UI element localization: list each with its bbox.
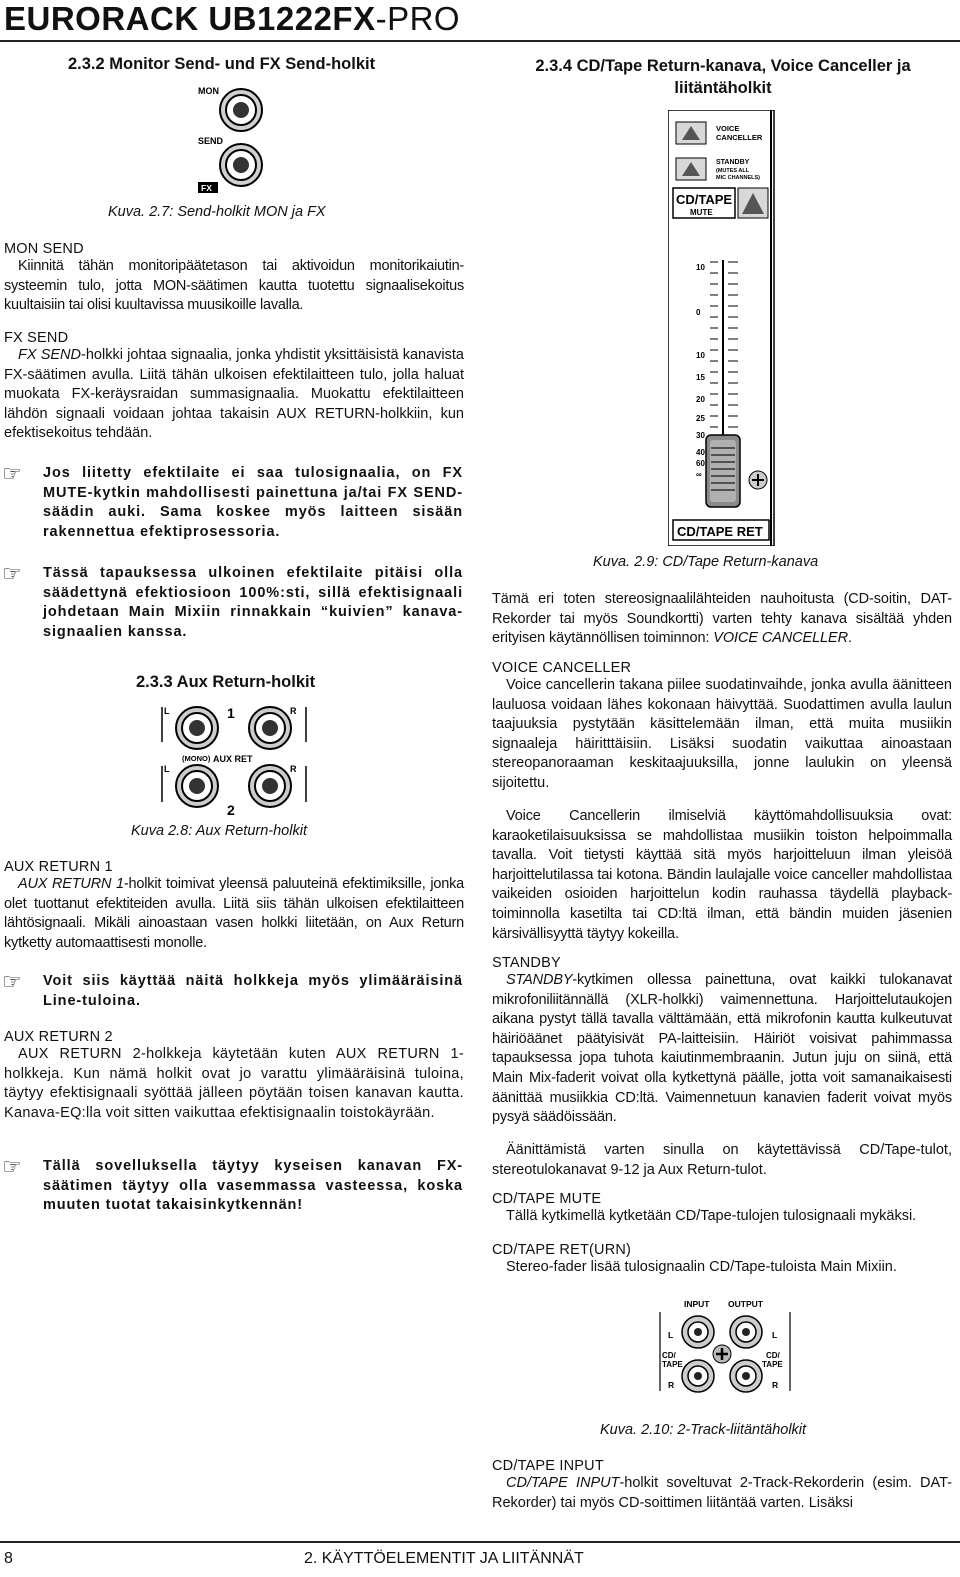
aux2-l-label: L bbox=[164, 764, 170, 774]
cd-tape-input-text: CD/TAPE INPUT-holkit soveltuvat 2-Track-Rekorderin (esim. DAT-Rekorder) tai myös CD-soittimen liitäntää varten. Lisäksi bbox=[492, 1475, 953, 1511]
scale-30: 30 bbox=[696, 431, 705, 440]
in-tape-label: TAPE bbox=[662, 1360, 683, 1369]
scale-60: 60 bbox=[696, 459, 705, 468]
cd-tape-ret-text: Stereo-fader lisää tulosignaalin CD/Tape-tuloista Main Mixiin. bbox=[506, 1259, 897, 1275]
mute-label: MUTE bbox=[690, 208, 713, 217]
fx-send-title: FX SEND bbox=[4, 330, 69, 346]
scale-20: 20 bbox=[696, 395, 705, 404]
in-cd-label: CD/ bbox=[662, 1351, 676, 1360]
scale-40: 40 bbox=[696, 448, 705, 457]
cd-tape-input-italic: CD/TAPE INPUT bbox=[506, 1475, 620, 1491]
two-track-jacks-figure bbox=[650, 1296, 800, 1396]
chapter-title: 2. KÄYTTÖELEMENTIT JA LIITÄNNÄT bbox=[304, 1550, 584, 1567]
figure-caption-27: Kuva. 2.7: Send-holkit MON ja FX bbox=[108, 204, 326, 220]
mon-send-block bbox=[4, 241, 464, 316]
voice-label: VOICE bbox=[716, 124, 740, 133]
aux-one-label: 1 bbox=[227, 705, 235, 721]
aux-return-jacks-figure bbox=[160, 702, 310, 817]
note-1: Jos liitetty efektilaite ei saa tulosignaalia, on FX MUTE-kytkin mahdollisesti painettuna ja/tai FX SEND-säädin auki. Sama koskee myös laitteen sisään rakennettua efektiprosessoria. bbox=[43, 465, 463, 540]
header-rule bbox=[0, 40, 960, 42]
note-hand-icon: ☞ bbox=[2, 461, 22, 486]
aux2-r-label: R bbox=[290, 764, 297, 774]
input-label: INPUT bbox=[684, 1299, 710, 1309]
scale-inf: ∞ bbox=[696, 470, 702, 479]
scale-15: 15 bbox=[696, 373, 705, 382]
fx-send-text: FX SEND-holkki johtaa signaalia, jonka yhdistit yksittäisistä kanavista FX-säätimen avulla. Liitä tähän ulkoisen efektilaitteen tulo, jolla haluat muokata FX-keräysraidan summasignaalia. Muokattu efektilaitteen lähdön signaali voidaan johtaa takaisin AUX RETURN-holkkiin, kun efektisekoitus tehdään. bbox=[4, 347, 464, 442]
footer-rule bbox=[0, 1541, 960, 1543]
cd-tape-mute-label: CD/TAPE bbox=[676, 192, 733, 207]
mon-send-text: Kiinnitä tähän monitoripäätetason tai aktivoidun monitorikaiutin-systeemin tulo, jotta MON-säätimen kautta tuotettu signaalisekoitus kuultaisiin tai olisi kuultavissa muusikoille lavalla. bbox=[4, 258, 464, 314]
scale-10: 10 bbox=[696, 351, 705, 360]
standby-text: STANDBY-kytkimen ollessa painettuna, ovat kaikki tulokanavat mikrofoniliitännällä (XLR-holkki) vaimennettuna. Harjoittelutaukojen aikana pystyt tällä tavalla välttämään, että mikrofonin kautta kulkeutuvat häiriöäänet päätyisivät PA-laitteisiin. Häiriöt voisivat pahimmassa tapauksessa jopa tuhota kaiutinmembraanin. Jutun juju on siinä, että Main Mix-faderit voivat olla kytkettynä päälle, jotta voit samanaikaisesti äänittää musiikkia CD:ltä. Vaimennetuun kanavien faderit voivat myös pysyä säädöissään. bbox=[492, 972, 952, 1126]
in-r-label: R bbox=[668, 1380, 675, 1390]
scale-25: 25 bbox=[696, 414, 705, 423]
fx-send-italic: FX SEND bbox=[18, 347, 82, 363]
mic-channels-label: MIC CHANNELS) bbox=[716, 175, 760, 181]
out-tape-label: TAPE bbox=[762, 1360, 783, 1369]
voice-canceller-italic: VOICE CANCELLER bbox=[713, 630, 848, 647]
voice-canceller-text: Voice cancellerin takana piilee suodatinvaihde, jonka avulla äänitteen lauluosa voidaan lähes kokonaan häivyttää. Suodattimen avulla laulun taajuuksia pystytään käsittelemään ilman, että muita musiikin signaaleja häiritttäisiin. Lisäksi suodatin vaikuttaa ainoastaan stereopanoraaman keskitaajuuksilla, jonne laulukin on yleensä sijoitettu. bbox=[492, 677, 952, 791]
fx-send-block bbox=[4, 330, 464, 444]
standby-block bbox=[492, 955, 952, 1128]
cd-tape-input-block bbox=[492, 1458, 952, 1513]
mutes-label: (MUTES ALL bbox=[716, 168, 750, 174]
cd-tape-intro: Tämä eri toten stereosignaalilähteiden nauhoitusta (CD-soitin, DAT-Rekorder tai myös Soundkortti) varten tehty kanava sisältää yhden erityisen käytännöllisen toiminnon: VOICE CANCELLER. bbox=[492, 591, 952, 647]
figure-caption-28: Kuva 2.8: Aux Return-holkit bbox=[131, 823, 307, 839]
fx-label: FX bbox=[201, 183, 212, 193]
canceller-label: CANCELLER bbox=[716, 133, 763, 142]
voice-canceller-title: VOICE CANCELLER bbox=[492, 660, 632, 676]
voice-canceller-uses: Voice Cancellerin ilmiselviä käyttömahdollisuuksia ovat: karaoketilaisuuksissa se mahdollistaa musiikin toiston helpoimmalla tavalla. Voit tietysti käyttää sitä myös harjoitteluun ilman yleisöä harjoittelutilassa tai kotona. Bändin laulajalle voice canceller mahdollistaa vaikeiden osioiden harjoittelun kodin rauhassa täydellä playback-toiminnolla kasetilta tai CD:ltä ilman, että bändin muiden jäsenien kärsivällisyyttä täytyy kokeilla. bbox=[492, 808, 952, 942]
figure-caption-29: Kuva. 2.9: CD/Tape Return-kanava bbox=[593, 554, 819, 570]
aux-return-1-text: AUX RETURN 1-holkit toimivat yleensä paluuteinä efektimiksille, jonka olet tuottanut efektiteiden avulla. Liitä siis tähän ulkoisen efektilaitteen lähtösignaali. Mikäli ainoastaan vasen holkki liitetään, on Aux Return kytketty automaattisesti monolle. bbox=[4, 876, 464, 951]
in-l-label: L bbox=[668, 1330, 674, 1340]
note-hand-icon: ☞ bbox=[2, 1154, 22, 1179]
voice-canceller-block bbox=[492, 660, 952, 794]
cd-tape-input-title: CD/TAPE INPUT bbox=[492, 1458, 604, 1474]
aux1-r-label: R bbox=[290, 706, 297, 716]
scale-10-plus: 10 bbox=[696, 263, 705, 272]
send-jacks-figure bbox=[190, 82, 270, 194]
aux-return-1-italic: AUX RETURN 1 bbox=[18, 876, 124, 892]
standby-label: STANDBY bbox=[716, 159, 750, 166]
out-r-label: R bbox=[772, 1380, 779, 1390]
section-heading-232: 2.3.2 Monitor Send- und FX Send-holkit bbox=[68, 55, 376, 73]
standby-italic: STANDBY bbox=[506, 972, 573, 988]
aux-return-2-block bbox=[4, 1029, 464, 1123]
cd-tape-ret-title: CD/TAPE RET(URN) bbox=[492, 1242, 632, 1258]
aux1-l-label: L bbox=[164, 706, 170, 716]
aux-two-label: 2 bbox=[227, 802, 235, 817]
note-hand-icon: ☞ bbox=[2, 969, 22, 994]
page-header-title: EURORACK UB1222FX-PRO bbox=[4, 0, 461, 37]
mon-label: MON bbox=[198, 86, 219, 96]
aux-return-2-text: AUX RETURN 2-holkkeja käytetään kuten AUX RETURN 1-holkkeja. Kun nämä holkit ovat jo varattu ylimääräisinä tuloina, täytyy efektisignaali syöttää jälleen pöytään toisen kanavan kautta. Kanava-EQ:lla voit sitten vaikuttaa efektisignaalin toistokäyrään. bbox=[4, 1046, 464, 1121]
aux-return-1-block bbox=[4, 859, 464, 953]
note-2: Tässä tapauksessa ulkoinen efektilaite pitäisi olla säädettynä efektiosioon 100%:sti, sillä efektisignaali johdetaan Main Mixiin rinnakkain “kuivien” kanava-signaalien kanssa. bbox=[43, 565, 463, 640]
cd-tape-ret-label: CD/TAPE RET bbox=[677, 524, 763, 539]
mono-label: (MONO) bbox=[182, 754, 211, 763]
mon-send-title: MON SEND bbox=[4, 241, 84, 257]
cd-tape-mute-text: Tällä kytkimellä kytketään CD/Tape-tulojen tulosignaali mykäksi. bbox=[506, 1208, 917, 1224]
recording-text: Äänittämistä varten sinulla on käytettävissä CD/Tape-tulot, stereotulokanavat 9-12 ja Aux Return-tulot. bbox=[492, 1142, 952, 1178]
cd-tape-mute-block bbox=[492, 1191, 952, 1227]
aux-return-1-title: AUX RETURN 1 bbox=[4, 859, 113, 875]
note-3: Voit siis käyttää näitä holkkeja myös ylimääräisinä Line-tuloina. bbox=[43, 973, 463, 1009]
note-hand-icon: ☞ bbox=[2, 561, 22, 586]
send-label: SEND bbox=[198, 136, 224, 146]
note-4: Tällä sovelluksella täytyy kyseisen kanavan FX-säätimen täytyy olla vasemmassa vasteessa, koska muuten tuotat takaisinkytkennän! bbox=[43, 1158, 463, 1214]
standby-title: STANDBY bbox=[492, 955, 561, 971]
figure-caption-210: Kuva. 2.10: 2-Track-liitäntäholkit bbox=[600, 1422, 807, 1438]
out-l-label: L bbox=[772, 1330, 778, 1340]
aux-return-2-title: AUX RETURN 2 bbox=[4, 1029, 113, 1045]
section-heading-234: 2.3.4 CD/Tape Return-kanava, Voice Canceller ja liitäntäholkit bbox=[535, 57, 911, 97]
page-number: 8 bbox=[4, 1550, 13, 1567]
output-label: OUTPUT bbox=[728, 1299, 763, 1309]
out-cd-label: CD/ bbox=[766, 1351, 780, 1360]
aux-ret-label: AUX RET bbox=[213, 754, 253, 764]
cd-tape-channel-figure bbox=[668, 110, 778, 546]
scale-0: 0 bbox=[696, 308, 701, 317]
section-heading-233: 2.3.3 Aux Return-holkit bbox=[136, 673, 316, 691]
cd-tape-mute-title: CD/TAPE MUTE bbox=[492, 1191, 602, 1207]
cd-tape-ret-block bbox=[492, 1242, 952, 1278]
